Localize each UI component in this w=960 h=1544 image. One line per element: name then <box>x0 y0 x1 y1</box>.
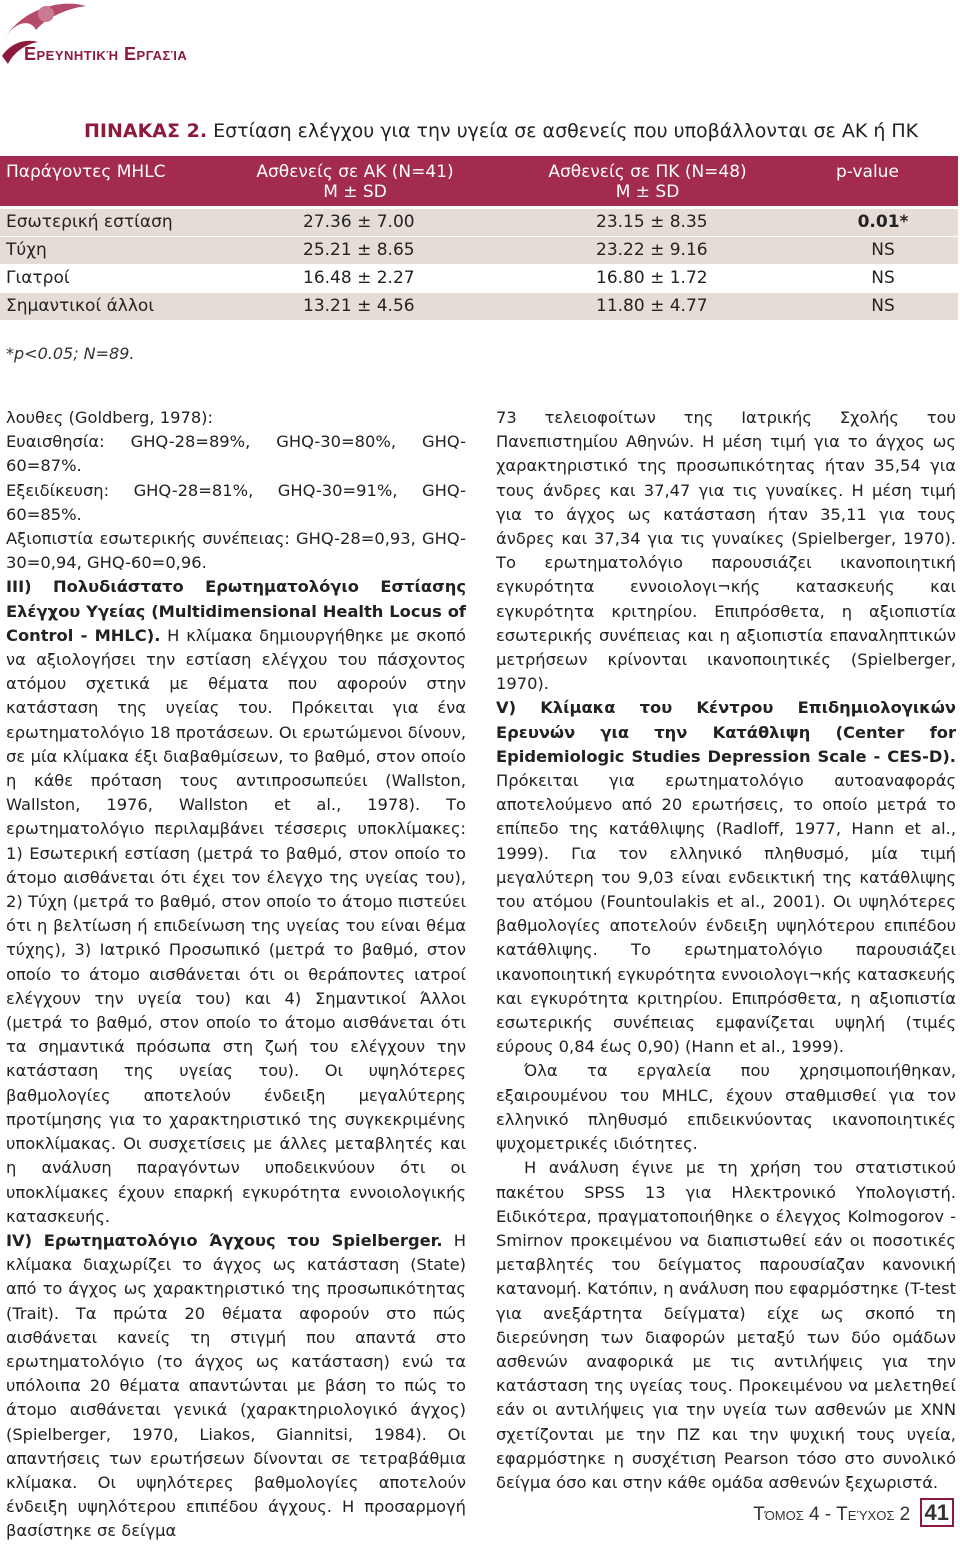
paragraph: Αξιοπιστία εσωτερικής συνέπειας: GHQ-28=0,93, GHQ-30=0,94, GHQ-60=0,96. <box>6 529 466 573</box>
paragraph: Εξειδίκευση: GHQ-28=81%, GHQ-30=91%, GHQ-60=85%. <box>6 480 466 524</box>
paragraph: ΙΙΙ) Πολυδιάστατο Ερωτηματολόγιο Εστίασης Ελέγχου Υγείας (Multidimensional Health Locus of Control - MHLC). Η κλίμακα δημιουργήθηκε με σκοπό να αξιολογήσει την εστίαση ελέγχου του πάσχοντος ατόμου σχετικά με θέματα που αφορούν στην κατάσταση της υγείας του. Πρόκειται για ένα ερωτηματολόγιο 18 προτάσεων. Οι ερωτώμενοι δίνουν, σε μία κλίμακα έξι διαβαθμίσεων, το βαθμό, στον οποίο η κάθε πρόταση τους αντιπροσωπεύει (Wallston, Wallston, 1976, Wallston et al., 1978). Το ερωτηματολόγιο περιλαμβάνει τέσσερις υποκλίμακες: 1) Εσωτερική εστίαση (μετρά το βαθμό, στον οποίο το άτομο αισθάνεται ότι έχει τον έλεγχο της υγείας του), 2) Τύχη (μετρά το βαθμό, στον οποίο το άτομο πιστεύει ότι η βελτίωση ή επιδείνωση της υγείας του είναι θέμα τύχης), 3) Ιατρικό Προσωπικό (μετρά το βαθμό, στον οποίο το άτομο αισθάνεται ότι οι θεράποντες ιατροί ελέγχουν την υγεία του) και 4) Σημαντικοί Άλλοι (μετρά το βαθμό, στον οποίο το άτομο αισθάνεται ότι τα σημαντικά πρόσωπα στη ζωή του ελέγχουν την κατάσταση της υγείας του). Οι υψηλότερες βαθμολογίες αποτελούν ένδειξη μεγαλύτερης προτίμησης για το χαρακτηριστικό της συγκεκριμένης υποκλίμακας. Οι συσχετίσεις με άλλες μεταβλητές και η ανάλυση παραγόντων υποδεικνύουν ότι οι υποκλίμακες έχουν επαρκή εγκυρότητα εννοιολογικής κατασκευής. <box>6 577 466 1226</box>
left-column <box>6 406 466 1544</box>
paragraph: Η ανάλυση έγινε με τη χρήση του στατιστικού πακέτου SPSS 13 για Ηλεκτρονικό Υπολογιστή. Ειδικότερα, πραγματοποιήθηκε ο έλεγχος Kolmogorov - Smirnov προκειμένου να διαπιστωθεί εάν οι ποσοτικές μεταβλητές του δείγματος παρουσίαζαν κανονική κατανομή. Κατόπιν, η ανάλυση που εφαρμόστηκε (T-test για ανεξάρτητα δείγματα) είχε ως σκοπό τη διερεύνηση των διαφορών μεταξύ των δύο ομάδων ασθενών αναφορικά με τις αντιλήψεις για την κατάσταση της υγείας τους. Προκειμένου να μελετηθεί εάν οι αντιλήψεις για την υγεία των ασθενών με ΧΝΝ σχετίζονται με την ΠΖ και την ψυχική τους υγεία, εφαρμόστηκε η συσχέτιση Pearson τόσο στο συνολικό δείγμα όσο και στην κάθε ομάδα ασθενών ξεχωριστά. <box>496 1158 956 1492</box>
page-footer <box>753 1500 954 1526</box>
table-number: ΠΙΝΑΚΑΣ 2. <box>84 120 208 142</box>
table-row: Εσωτερική εστίαση 27.36 ± 7.00 23.15 ± 8.35 0.01* <box>0 209 958 237</box>
results-table <box>0 156 958 321</box>
issue-label: Τόμος 4 - Τεύχος 2 <box>753 1504 911 1525</box>
section-label: Ερευνητική Εργασία <box>24 44 188 64</box>
page-number: 41 <box>920 1498 954 1527</box>
table-title: Εστίαση ελέγχου για την υγεία σε ασθενείς που υποβάλλονται σε ΑΚ ή ΠΚ <box>213 120 919 142</box>
header-pvalue: p-value <box>836 162 899 182</box>
subsection-heading: ΙΙΙ) Πολυδιάστατο Ερωτηματολόγιο Εστίασης Ελέγχου Υγείας (Multidimensional Health Locus of Control - MHLC). <box>6 577 466 645</box>
paragraph: Όλα τα εργαλεία που χρησιμοποιήθηκαν, εξαιρουμένου του MHLC, έχουν σταθμισθεί για τον ελληνικό πληθυσμό επιδεικνύοντας ικανοποιητικές ψυχομετρικές ιδιότητες. <box>496 1061 956 1154</box>
right-column <box>496 406 956 1495</box>
subsection-heading: IV) Ερωτηματολόγιο Άγχους του Spielberger. <box>6 1230 443 1250</box>
table-row: Σημαντικοί άλλοι 13.21 ± 4.56 11.80 ± 4.77 NS <box>0 293 958 321</box>
header-factors: Παράγοντες MHLC <box>6 162 166 182</box>
table-footnote: *p<0.05; N=89. <box>6 344 135 363</box>
table-row: Τύχη 25.21 ± 8.65 23.22 ± 9.16 NS <box>0 237 958 265</box>
table-header <box>0 156 958 209</box>
paragraph: λουθες (Goldberg, 1978): <box>6 408 214 427</box>
header-group-ak: Ασθενείς σε ΑΚ (Ν=41) M ± SD <box>256 162 454 202</box>
journal-logo <box>0 0 120 80</box>
header-group-pk: Ασθενείς σε ΠΚ (Ν=48) M ± SD <box>548 162 747 202</box>
paragraph: 73 τελειοφοίτων της Ιατρικής Σχολής του Πανεπιστημίου Αθηνών. Η μέση τιμή για το άγχος ως χαρακτηριστικό της προσωπικότητας ήταν 35,54 για τους άνδρες και 37,47 για τις γυναίκες. Η μέση τιμή για το άγχος ως κατάσταση ήταν 35,11 για τους άνδρες και 37,34 για τις γυναίκες (Spielberger, 1970). Το ερωτηματολόγιο παρουσιάζει ικανοποιητική εγκυρότητα εννοιολογι¬κής κατασκευής και εγκυρότητα κριτηρίου. Επιπρόσθετα, η αξιοπιστία εσωτερικής συνέπειας και η αξιοπιστία επαναληπτικών μετρήσεων κρίνονται ικανοποιητικές (Spielberger, 1970). <box>496 408 956 694</box>
subsection-heading: V) Κλίμακα του Κέντρου Επιδημιολογικών Ερευνών για την Κατάθλιψη (Center for Epidemiologic Studies Depression Scale - CES-D). <box>496 698 956 766</box>
subheader-ak: M ± SD <box>323 182 387 202</box>
subheader-pk: M ± SD <box>615 182 680 202</box>
table-row: Γιατροί 16.48 ± 2.27 16.80 ± 1.72 NS <box>0 265 958 293</box>
paragraph: Ευαισθησία: GHQ-28=89%, GHQ-30=80%, GHQ-60=87%. <box>6 432 466 476</box>
table-caption <box>84 120 944 142</box>
paragraph: V) Κλίμακα του Κέντρου Επιδημιολογικών Ερευνών για την Κατάθλιψη (Center for Epidemiologic Studies Depression Scale - CES-D). Πρόκειται για ερωτηματολόγιο αυτοαναφοράς αποτελούμενο από 20 ερωτήσεις, το οποίο μετρά το επίπεδο της κατάθλιψης (Radloff, 1977, Hann et al., 1999). Για τον ελληνικό πληθυσμό, μία τιμή μεγαλύτερη του 9,03 είναι ενδεικτική της κατάθλιψης του ατόμου (Fountoulakis et al., 2001). Οι υψηλότερες βαθμολογίες αποτελούν ένδειξη υψηλότερου επιπέδου κατάθλιψης. Το ερωτηματολόγιο παρουσιάζει ικανοποιητική εγκυρότητα εννοιολογι¬κής κατασκευής και εγκυρότητα κριτηρίου. Επιπρόσθετα, η αξιοπιστία εσωτερικής συνέπειας εμφανίζεται υψηλή (τιμές εύρους 0,84 έως 0,90) (Hann et al., 1999). <box>496 698 956 1057</box>
paragraph: IV) Ερωτηματολόγιο Άγχους του Spielberger. Η κλίμακα διαχωρίζει το άγχος ως κατάσταση (State) από το άγχος ως χαρακτηριστικό της προσωπικότητας (Trait). Τα πρώτα 20 θέματα αφορούν στο πώς αισθάνεται κανείς τη στιγμή που απαντά στο ερωτηματολόγιο (το άγχος ως κατάσταση) ενώ τα υπόλοιπα 20 θέματα απαντώνται με βάση το πώς το άτομο αισθάνεται γενικά (χαρακτηριολογικό άγχος) (Spielberger, 1970, Liakos, Giannitsi, 1984). Οι απαντήσεις των ερωτήσεων δίνονται σε τετραβάθμια κλίμακα. Οι υψηλότερες βαθμολογίες αποτελούν ένδειξη υψηλότερου επιπέδου άγχους. Η προσαρμογή βασίστηκε σε δείγμα <box>6 1230 466 1541</box>
